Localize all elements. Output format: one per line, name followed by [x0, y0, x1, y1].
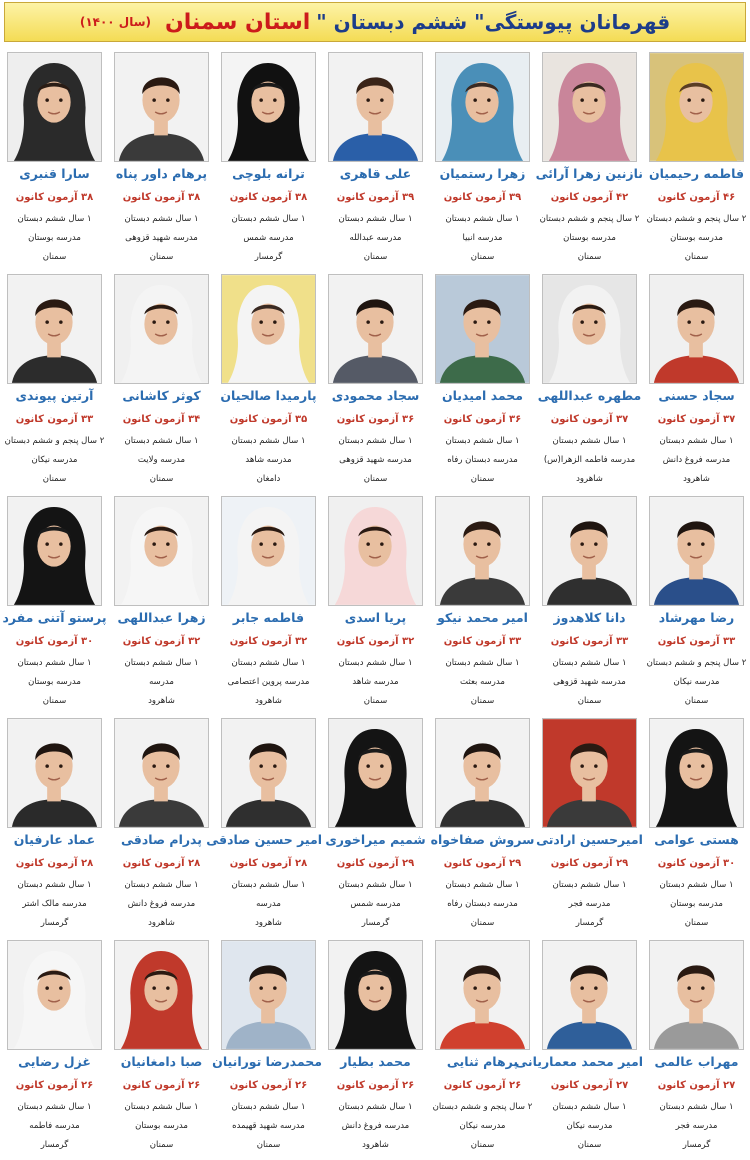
- student-photo: [114, 496, 209, 606]
- grade-info: ۲ سال پنجم و ششم دبستان: [4, 436, 105, 446]
- grade-info: ۱ سال ششم دبستان: [231, 880, 306, 890]
- student-photo: [114, 274, 209, 384]
- school-name: مدرسه بوستان: [28, 677, 81, 687]
- grade-info: ۱ سال ششم دبستان: [124, 1102, 199, 1112]
- student-card: [322, 494, 429, 716]
- school-name: مدرسه نیکان: [31, 455, 78, 465]
- exam-count: ۳۷ آزمون کانون: [657, 414, 736, 425]
- grade-info: ۲ سال پنجم و ششم دبستان: [539, 214, 640, 224]
- student-card: [429, 716, 536, 938]
- city-name: گرمسار: [682, 1140, 711, 1150]
- grade-info: ۱ سال ششم دبستان: [17, 658, 92, 668]
- school-name: مدرسه نیکان: [673, 677, 720, 687]
- exam-count: ۳۴ آزمون کانون: [122, 414, 201, 425]
- grade-info: ۱ سال ششم دبستان: [338, 880, 413, 890]
- student-name: پرهام داور پناه: [115, 166, 208, 181]
- exam-count: ۳۶ آزمون کانون: [336, 414, 415, 425]
- student-photo: [221, 496, 316, 606]
- student-name: محمد امیدیان: [441, 388, 524, 403]
- school-name: مدرسه نیکان: [566, 1121, 613, 1131]
- exam-count: ۳۲ آزمون کانون: [336, 636, 415, 647]
- grade-info: ۱ سال ششم دبستان: [231, 658, 306, 668]
- school-name: مدرسه شهید قهیمده: [232, 1121, 305, 1131]
- school-name: مدرسه شهید قزوهی: [553, 677, 626, 687]
- school-name: مدرسه: [149, 677, 174, 687]
- exam-count: ۲۷ آزمون کانون: [657, 1080, 736, 1091]
- student-name: هستی عوامی: [654, 832, 739, 847]
- student-name: کوثر کاشانی: [122, 388, 201, 403]
- city-name: گرمسار: [575, 918, 604, 928]
- student-name: امیر محمد نیکو: [437, 610, 528, 625]
- city-name: سمنان: [470, 1140, 495, 1150]
- student-name: مطهره عبداللهی: [537, 388, 642, 403]
- student-card: [643, 938, 750, 1160]
- city-name: سمنان: [470, 918, 495, 928]
- city-name: سمنان: [149, 252, 174, 262]
- student-name: نازنین زهرا آرائی: [535, 166, 643, 181]
- student-name: زهرا عبداللهی: [117, 610, 206, 625]
- exam-count: ۲۸ آزمون کانون: [122, 858, 201, 869]
- student-card: [429, 272, 536, 494]
- exam-count: ۳۰ آزمون کانون: [657, 858, 736, 869]
- school-name: مدرسه عبدالله: [349, 233, 402, 243]
- city-name: دامغان: [256, 474, 281, 484]
- student-photo: [435, 718, 530, 828]
- province-title: استان سمنان: [165, 9, 311, 35]
- grade-info: ۱ سال ششم دبستان: [124, 214, 199, 224]
- grade-info: ۱ سال ششم دبستان: [338, 1102, 413, 1112]
- school-name: مدرسه فروغ دانش: [341, 1121, 410, 1131]
- exam-count: ۲۸ آزمون کانون: [229, 858, 308, 869]
- exam-count: ۲۶ آزمون کانون: [443, 1080, 522, 1091]
- city-name: سمنان: [684, 696, 709, 706]
- school-name: مدرسه شهید قزوهی: [339, 455, 412, 465]
- school-name: مدرسه: [256, 899, 281, 909]
- city-name: شاهرود: [148, 696, 175, 706]
- student-card: [215, 494, 322, 716]
- student-name: محمدرضا تورانیان: [212, 1054, 322, 1069]
- city-name: سمنان: [470, 252, 495, 262]
- city-name: گرمسار: [40, 918, 69, 928]
- student-name: غزل رضایی: [18, 1054, 91, 1069]
- exam-count: ۳۶ آزمون کانون: [443, 414, 522, 425]
- student-name: فاطمه جابر: [232, 610, 305, 625]
- exam-count: ۲۹ آزمون کانون: [336, 858, 415, 869]
- school-name: مدرسه بوستان: [135, 1121, 188, 1131]
- student-photo: [435, 940, 530, 1050]
- student-photo: [114, 718, 209, 828]
- student-name: ترانه بلوچی: [232, 166, 305, 181]
- student-name: امیر محمد معماریانی: [515, 1054, 643, 1069]
- student-photo: [221, 274, 316, 384]
- student-name: عماد عارفیان: [13, 832, 96, 847]
- school-name: مدرسه شمس: [350, 899, 401, 909]
- grade-info: ۱ سال ششم دبستان: [659, 436, 734, 446]
- exam-count: ۳۳ آزمون کانون: [15, 414, 94, 425]
- exam-count: ۳۵ آزمون کانون: [229, 414, 308, 425]
- student-card: [643, 716, 750, 938]
- city-name: شاهرود: [148, 918, 175, 928]
- city-name: سمنان: [149, 1140, 174, 1150]
- city-name: سمنان: [363, 696, 388, 706]
- grade-info: ۱ سال ششم دبستان: [231, 1102, 306, 1112]
- student-name: پدرام صادقی: [121, 832, 202, 847]
- exam-count: ۳۲ آزمون کانون: [122, 636, 201, 647]
- student-card: [108, 716, 215, 938]
- student-photo: [328, 940, 423, 1050]
- grade-info: ۱ سال ششم دبستان: [124, 658, 199, 668]
- student-photo: [7, 52, 102, 162]
- exam-count: ۳۸ آزمون کانون: [122, 192, 201, 203]
- exam-count: ۲۹ آزمون کانون: [443, 858, 522, 869]
- exam-count: ۳۳ آزمون کانون: [657, 636, 736, 647]
- school-name: مدرسه فجر: [675, 1121, 718, 1131]
- city-name: سمنان: [363, 252, 388, 262]
- student-card: [212, 938, 322, 1160]
- school-name: مدرسه بوستان: [28, 233, 81, 243]
- school-name: مدرسه مالک اشتر: [22, 899, 87, 909]
- student-photo: [435, 274, 530, 384]
- student-card: [515, 938, 643, 1160]
- student-name: امیر حسین صادقی: [206, 832, 322, 847]
- student-name: علی قاهری: [339, 166, 412, 181]
- student-card: [429, 50, 536, 272]
- school-name: مدرسه بعثت: [460, 677, 505, 687]
- student-photo: [7, 496, 102, 606]
- city-name: سمنان: [42, 474, 67, 484]
- exam-count: ۳۸ آزمون کانون: [15, 192, 94, 203]
- exam-count: ۴۲ آزمون کانون: [550, 192, 629, 203]
- city-name: سمنان: [577, 1140, 602, 1150]
- student-photo: [542, 274, 637, 384]
- school-name: مدرسه فاطمه: [29, 1121, 80, 1131]
- exam-count: ۳۸ آزمون کانون: [229, 192, 308, 203]
- city-name: شاهرود: [362, 1140, 389, 1150]
- grade-info: ۱ سال ششم دبستان: [124, 436, 199, 446]
- grade-info: ۱ سال ششم دبستان: [659, 880, 734, 890]
- school-name: مدرسه فاطمه الزهرا(س): [543, 455, 636, 465]
- exam-count: ۳۰ آزمون کانون: [15, 636, 94, 647]
- student-photo: [649, 718, 744, 828]
- school-name: مدرسه بوستان: [563, 233, 616, 243]
- student-name: سروش صفاخواه: [430, 832, 535, 847]
- student-photo: [435, 52, 530, 162]
- student-name: سارا قنبری: [19, 166, 90, 181]
- student-name: آرتین پیوندی: [15, 388, 94, 403]
- exam-count: ۲۹ آزمون کانون: [550, 858, 629, 869]
- exam-count: ۳۳ آزمون کانون: [550, 636, 629, 647]
- student-name: پریا اسدی: [344, 610, 407, 625]
- city-name: سمنان: [577, 696, 602, 706]
- student-name: شمیم میراخوری: [325, 832, 426, 847]
- school-name: مدرسه دبستان رفاه: [447, 899, 518, 909]
- student-name: صبا دامغانیان: [120, 1054, 203, 1069]
- exam-count: ۳۳ آزمون کانون: [443, 636, 522, 647]
- student-photo: [221, 718, 316, 828]
- exam-count: ۲۶ آزمون کانون: [229, 1080, 308, 1091]
- student-photo: [7, 274, 102, 384]
- student-card: [643, 50, 750, 272]
- student-card: [108, 272, 215, 494]
- school-name: مدرسه شاهد: [352, 677, 399, 687]
- student-photo: [542, 52, 637, 162]
- city-name: سمنان: [577, 252, 602, 262]
- grade-info: ۱ سال ششم دبستان: [338, 214, 413, 224]
- student-name: پرهام ثنایی: [446, 1054, 519, 1069]
- students-grid: [0, 50, 750, 1160]
- student-card: [206, 716, 322, 938]
- city-name: سمنان: [470, 696, 495, 706]
- student-photo: [649, 274, 744, 384]
- exam-count: ۲۶ آزمون کانون: [15, 1080, 94, 1091]
- student-card: [322, 938, 429, 1160]
- student-card: [536, 50, 643, 272]
- student-card: [536, 716, 643, 938]
- city-name: سمنان: [363, 474, 388, 484]
- student-name: دانا کلاهدوز: [553, 610, 626, 625]
- student-photo: [649, 496, 744, 606]
- exam-count: ۲۶ آزمون کانون: [336, 1080, 415, 1091]
- student-card: [1, 50, 108, 272]
- student-photo: [7, 940, 102, 1050]
- grade-info: ۱ سال ششم دبستان: [124, 880, 199, 890]
- student-card: [322, 50, 429, 272]
- grade-info: ۱ سال ششم دبستان: [445, 214, 520, 224]
- student-photo: [7, 718, 102, 828]
- exam-count: ۳۹ آزمون کانون: [336, 192, 415, 203]
- school-name: مدرسه نیکان: [459, 1121, 506, 1131]
- student-name: امیرحسین ارادتی: [536, 832, 643, 847]
- student-card: [322, 272, 429, 494]
- city-name: سمنان: [470, 474, 495, 484]
- poster-title: قهرمانان پیوستگی" ششم دبستان ": [316, 10, 671, 34]
- grade-info: ۱ سال ششم دبستان: [445, 658, 520, 668]
- student-card: [536, 494, 643, 716]
- student-name: زهرا رستمیان: [439, 166, 526, 181]
- student-photo: [649, 940, 744, 1050]
- school-name: مدرسه شمس: [243, 233, 294, 243]
- grade-info: ۱ سال ششم دبستان: [338, 436, 413, 446]
- student-card: [1, 272, 108, 494]
- student-card: [1, 494, 108, 716]
- grade-info: ۱ سال ششم دبستان: [338, 658, 413, 668]
- grade-info: ۲ سال پنجم و ششم دبستان: [646, 658, 747, 668]
- student-photo: [542, 718, 637, 828]
- student-photo: [328, 274, 423, 384]
- grade-info: ۱ سال ششم دبستان: [17, 214, 92, 224]
- school-name: مدرسه انبیا: [462, 233, 503, 243]
- grade-info: ۱ سال ششم دبستان: [231, 214, 306, 224]
- student-name: محمد بطیار: [340, 1054, 411, 1069]
- exam-count: ۲۶ آزمون کانون: [122, 1080, 201, 1091]
- student-photo: [114, 52, 209, 162]
- exam-count: ۲۷ آزمون کانون: [550, 1080, 629, 1091]
- student-card: [1, 938, 108, 1160]
- exam-count: ۳۲ آزمون کانون: [229, 636, 308, 647]
- grade-info: ۱ سال ششم دبستان: [659, 1102, 734, 1112]
- city-name: سمنان: [42, 252, 67, 262]
- student-photo: [542, 496, 637, 606]
- student-photo: [221, 940, 316, 1050]
- exam-count: ۳۷ آزمون کانون: [550, 414, 629, 425]
- school-name: مدرسه پروین اعتصامی: [227, 677, 310, 687]
- student-card: [215, 272, 322, 494]
- student-photo: [221, 52, 316, 162]
- grade-info: ۲ سال پنجم و ششم دبستان: [432, 1102, 533, 1112]
- student-card: [215, 50, 322, 272]
- school-name: مدرسه بوستان: [670, 899, 723, 909]
- student-photo: [435, 496, 530, 606]
- city-name: شاهرود: [683, 474, 710, 484]
- school-name: مدرسه شهید قزوهی: [125, 233, 198, 243]
- exam-count: ۳۹ آزمون کانون: [443, 192, 522, 203]
- city-name: شاهرود: [255, 696, 282, 706]
- grade-info: ۱ سال ششم دبستان: [231, 436, 306, 446]
- school-name: مدرسه فروغ دانش: [127, 899, 196, 909]
- student-photo: [328, 52, 423, 162]
- student-card: [1, 716, 108, 938]
- exam-count: ۲۸ آزمون کانون: [15, 858, 94, 869]
- student-photo: [542, 940, 637, 1050]
- city-name: سمنان: [256, 1140, 281, 1150]
- student-card: [643, 494, 750, 716]
- student-card: [322, 716, 429, 938]
- student-card: [108, 938, 215, 1160]
- student-card: [108, 494, 215, 716]
- grade-info: ۱ سال ششم دبستان: [17, 1102, 92, 1112]
- school-name: مدرسه دبستان رفاه: [447, 455, 518, 465]
- city-name: سمنان: [684, 252, 709, 262]
- city-name: سمنان: [42, 696, 67, 706]
- school-name: مدرسه بوستان: [670, 233, 723, 243]
- city-name: شاهرود: [576, 474, 603, 484]
- grade-info: ۱ سال ششم دبستان: [552, 1102, 627, 1112]
- grade-info: ۱ سال ششم دبستان: [552, 658, 627, 668]
- student-name: رضا مهرشاد: [658, 610, 735, 625]
- year-label: (سال ۱۴۰۰): [79, 15, 151, 29]
- grade-info: ۱ سال ششم دبستان: [445, 436, 520, 446]
- city-name: شاهرود: [255, 918, 282, 928]
- student-photo: [114, 940, 209, 1050]
- grade-info: ۲ سال پنجم و ششم دبستان: [646, 214, 747, 224]
- city-name: گرمسار: [40, 1140, 69, 1150]
- school-name: مدرسه ولایت: [137, 455, 186, 465]
- school-name: مدرسه فجر: [568, 899, 611, 909]
- city-name: سمنان: [149, 474, 174, 484]
- school-name: مدرسه فروغ دانش: [662, 455, 731, 465]
- student-card: [108, 50, 215, 272]
- poster-header: [4, 2, 746, 42]
- grade-info: ۱ سال ششم دبستان: [17, 880, 92, 890]
- student-name: فاطمه رحیمیان: [648, 166, 745, 181]
- grade-info: ۱ سال ششم دبستان: [445, 880, 520, 890]
- student-name: پارمیدا صالحیان: [220, 388, 317, 403]
- student-photo: [328, 718, 423, 828]
- student-name: مهراب عالمی: [654, 1054, 739, 1069]
- grade-info: ۱ سال ششم دبستان: [552, 436, 627, 446]
- student-card: [429, 938, 536, 1160]
- student-name: پرستو آتنی مفرد: [2, 610, 107, 625]
- student-name: سجاد حسنی: [658, 388, 735, 403]
- student-photo: [649, 52, 744, 162]
- city-name: گرمسار: [361, 918, 390, 928]
- school-name: مدرسه شاهد: [245, 455, 292, 465]
- city-name: سمنان: [684, 918, 709, 928]
- exam-count: ۴۶ آزمون کانون: [657, 192, 736, 203]
- student-photo: [328, 496, 423, 606]
- city-name: گرمسار: [254, 252, 283, 262]
- student-card: [429, 494, 536, 716]
- student-name: سجاد محمودی: [331, 388, 420, 403]
- student-card: [643, 272, 750, 494]
- grade-info: ۱ سال ششم دبستان: [552, 880, 627, 890]
- student-card: [536, 272, 643, 494]
